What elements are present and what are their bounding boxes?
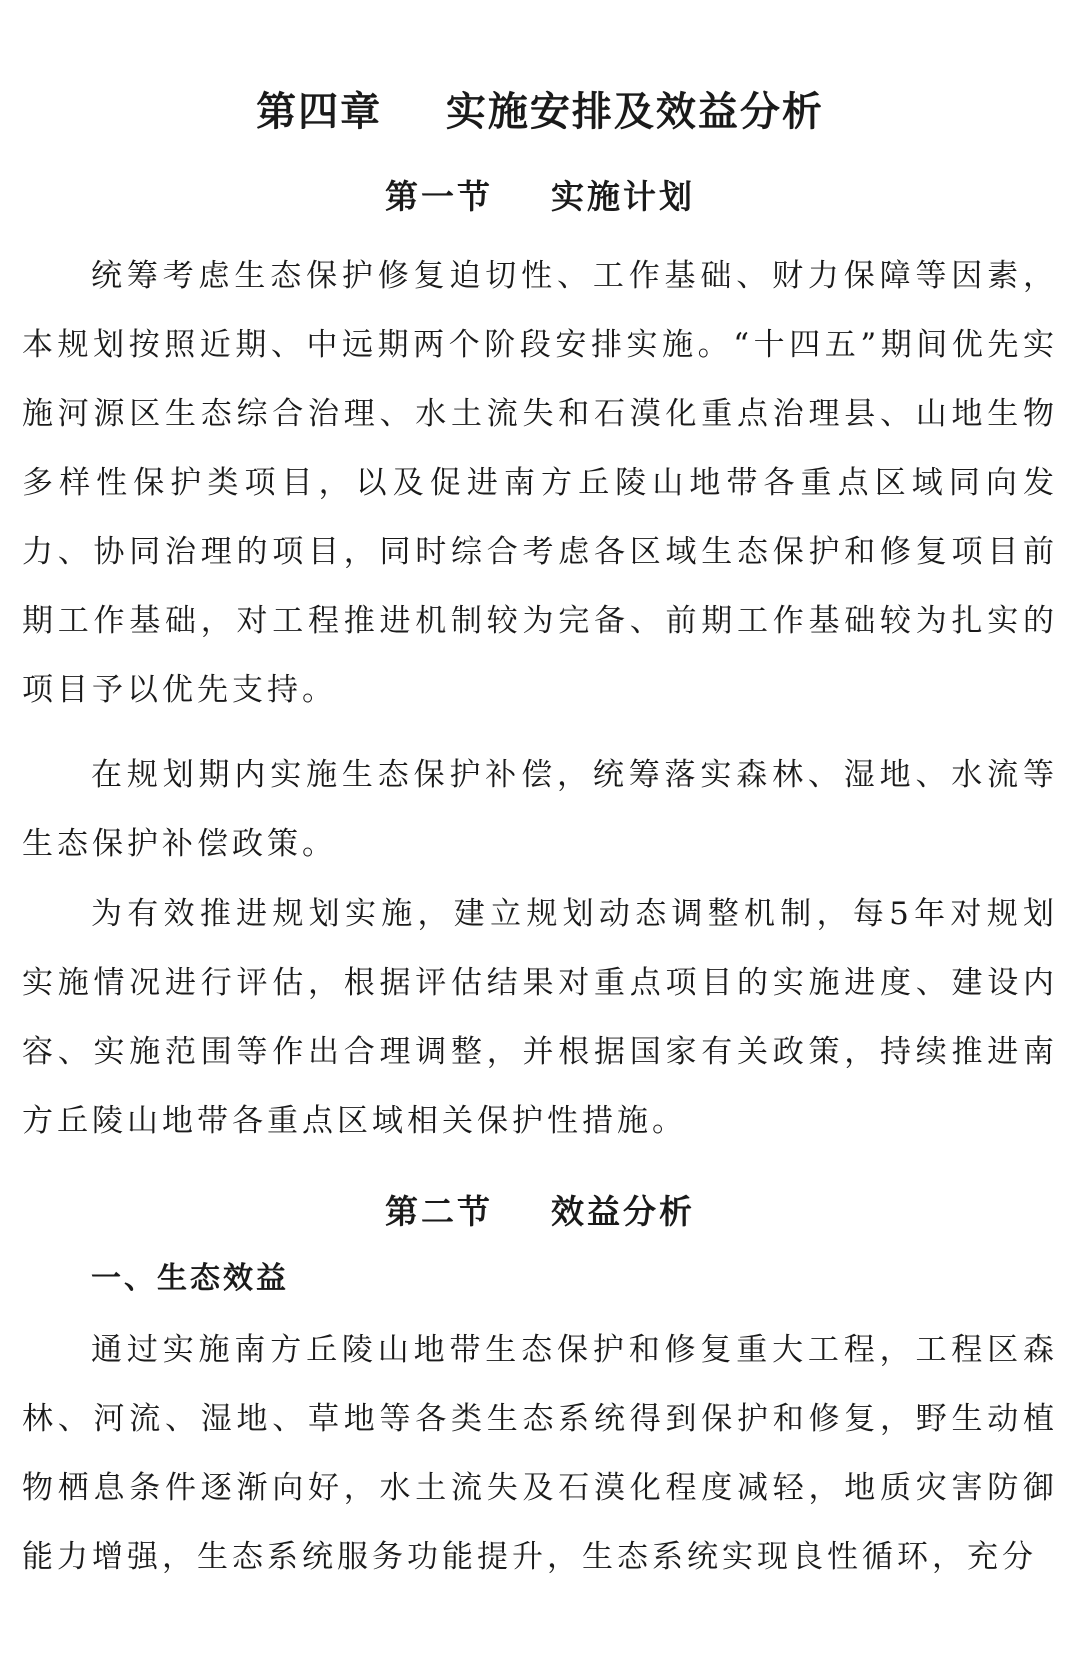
chapter-title: 第四章 实施安排及效益分析 [256,89,824,135]
paragraph-ecological-compensation: 在规划期内实施生态保护补偿，统筹落实森林、湿地、水流等生态保护补偿政策。 [22,757,1058,862]
subheading-ecological-benefits: 一、生态效益 [91,1261,289,1296]
paragraph-ecological-benefits: 通过实施南方丘陵山地带生态保护和修复重大工程，工程区森林、河流、湿地、草地等各类生态系统得到保护和修复，野生动植物栖息条件逐渐向好，水土流失及石漠化程度减轻，地质灾害防御能力增强，生态系统服务功能提升，生态系统实现良性循环，充分 [22,1332,1058,1575]
paragraph-implementation-overview: 统筹考虑生态保护修复迫切性、工作基础、财力保障等因素，本规划按照近期、中远期两个阶段安排实施。“十四五”期间优先实施河源区生态综合治理、水土流失和石漠化重点治理县、山地生物多样性保护类项目，以及促进南方丘陵山地带各重点区域同向发力、协同治理的项目，同时综合考虑各区域生态保护和修复项目前期工作基础，对工程推进机制较为完备、前期工作基础较为扎实的项目予以优先支持。 [22,258,1058,708]
section-title-benefit-analysis: 第二节 效益分析 [385,1192,695,1231]
paragraph-dynamic-adjustment: 为有效推进规划实施，建立规划动态调整机制，每5年对规划实施情况进行评估，根据评估结果对重点项目的实施进度、建设内容、实施范围等作出合理调整，并根据国家有关政策，持续推进南方丘陵山地带各重点区域相关保护性措施。 [22,896,1058,1139]
section-title-implementation-plan: 第一节 实施计划 [385,177,695,216]
